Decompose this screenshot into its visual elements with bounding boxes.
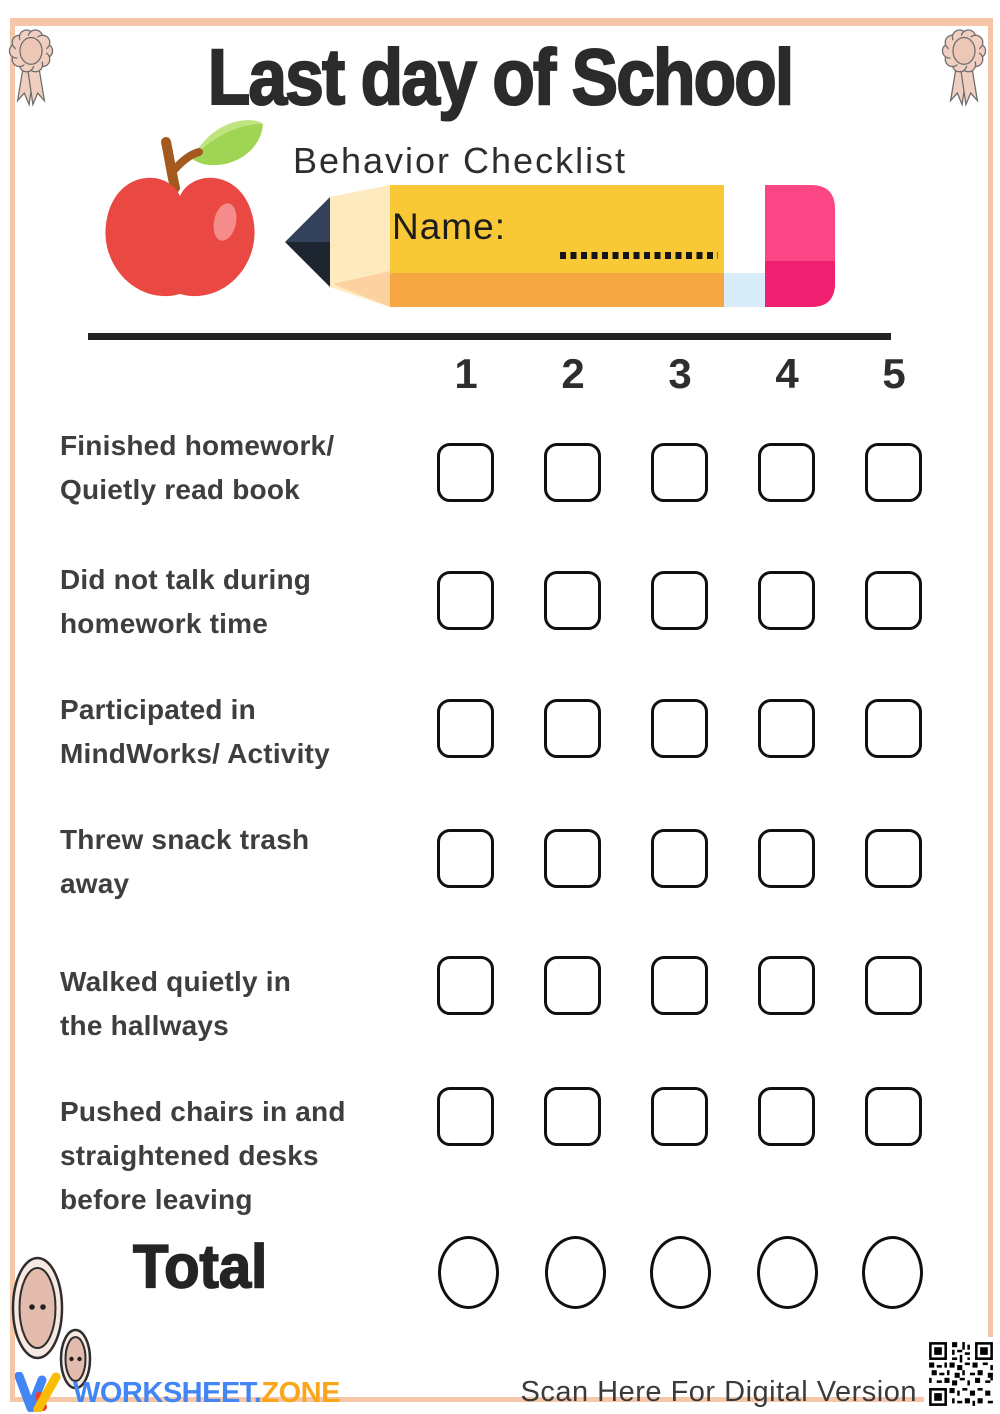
total-label: Total [133,1233,268,1302]
total-circle[interactable] [862,1236,923,1309]
checkbox[interactable] [544,829,601,888]
checkbox[interactable] [865,1087,922,1146]
row-label-line: Participated in [60,694,256,725]
checkbox[interactable] [651,699,708,758]
qr-code-icon [924,1337,998,1411]
checkbox[interactable] [437,443,494,502]
row-label-line: Walked quietly in [60,966,292,997]
pencil-icon [285,185,835,307]
award-ribbon-icon [941,24,987,118]
row-label [60,424,334,512]
brand-name-zone: ZONE [261,1377,340,1409]
checkbox[interactable] [544,443,601,502]
row-label [60,818,309,906]
checkbox[interactable] [437,956,494,1015]
total-circle[interactable] [757,1236,818,1309]
header-divider-line [88,333,891,340]
row-label-line: Quietly read book [60,474,300,505]
checkbox[interactable] [651,1087,708,1146]
column-header-5: 5 [882,350,906,397]
checkbox[interactable] [758,571,815,630]
row-label-line: away [60,868,130,899]
checkbox[interactable] [544,1087,601,1146]
row-label [60,960,291,1048]
row-label [60,688,330,776]
checkbox[interactable] [651,956,708,1015]
checkbox[interactable] [544,956,601,1015]
row-label-line: the hallways [60,1010,229,1041]
page-title: Last day of School [207,33,793,122]
total-circle[interactable] [545,1236,606,1309]
column-header-4: 4 [775,350,799,397]
checkbox[interactable] [651,571,708,630]
row-label-line: homework time [60,608,268,639]
checkbox[interactable] [544,699,601,758]
row-label [60,558,311,646]
checkbox[interactable] [758,829,815,888]
row-label-line: straightened desks [60,1140,319,1171]
brand-dot: . [253,1377,262,1409]
checkbox[interactable] [865,956,922,1015]
checkbox[interactable] [865,443,922,502]
checkbox[interactable] [437,571,494,630]
checkbox[interactable] [865,829,922,888]
checkbox[interactable] [544,571,601,630]
column-header-2: 2 [561,350,585,397]
award-ribbon-icon [8,24,54,118]
checkbox[interactable] [758,1087,815,1146]
name-input-dotted-line[interactable] [560,252,718,259]
checkbox[interactable] [651,443,708,502]
checkbox[interactable] [865,571,922,630]
row-label-line: Did not talk during [60,564,312,595]
checkbox[interactable] [437,699,494,758]
row-label-line: Pushed chairs in and [60,1096,346,1127]
total-circle[interactable] [650,1236,711,1309]
row-label-line: MindWorks/ Activity [60,738,330,769]
row-label-line: Threw snack trash [60,824,310,855]
column-header-1: 1 [454,350,478,397]
checkbox[interactable] [758,956,815,1015]
checkbox[interactable] [437,1087,494,1146]
row-label-line: before leaving [60,1184,253,1215]
brand-name-worksheet: WORKSHEET [73,1377,254,1409]
page-subtitle: Behavior Checklist [292,140,628,181]
apple-icon [95,108,265,306]
row-label-line: Finished homework/ [60,430,335,461]
checkbox[interactable] [651,829,708,888]
checkbox[interactable] [758,699,815,758]
total-circle[interactable] [438,1236,499,1309]
checkbox[interactable] [758,443,815,502]
column-header-3: 3 [668,350,692,397]
checkbox[interactable] [865,699,922,758]
checkbox[interactable] [437,829,494,888]
name-field-label: Name: [392,206,506,247]
row-label [60,1090,346,1222]
scan-here-text: Scan Here For Digital Version [520,1376,917,1408]
